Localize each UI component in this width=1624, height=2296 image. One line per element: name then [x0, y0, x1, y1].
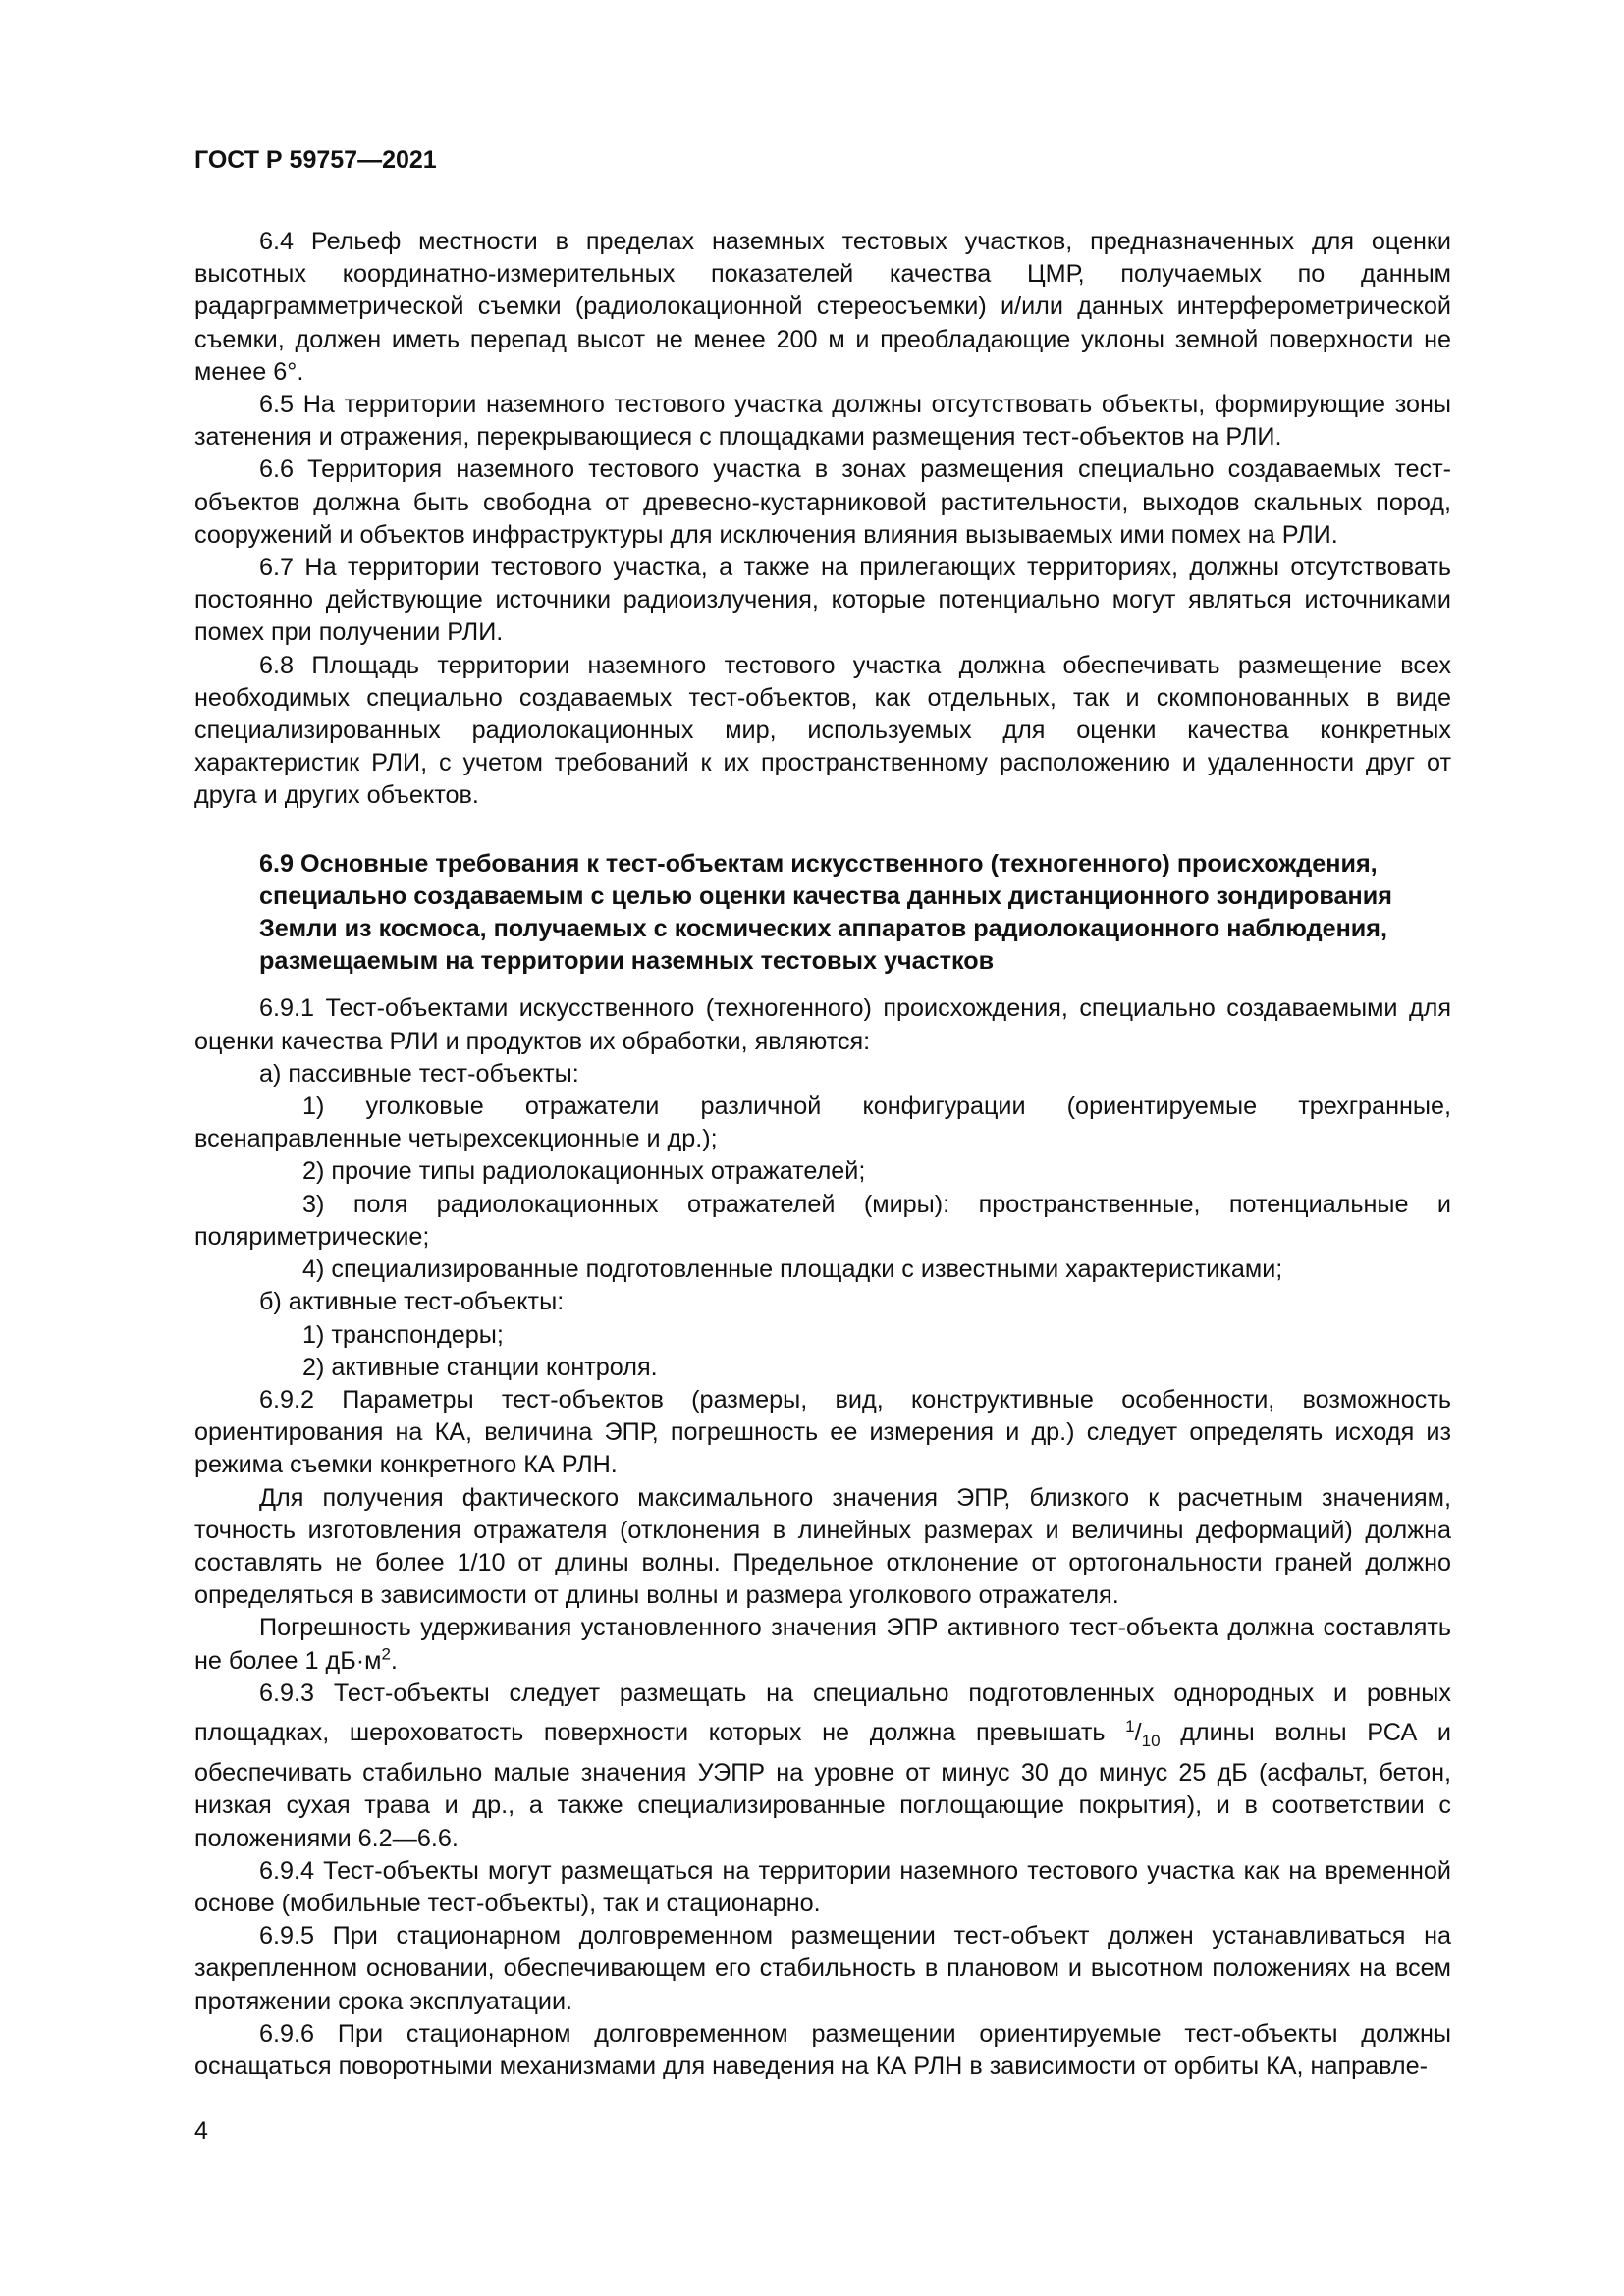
list-item-a4: 4) специализированные подготовленные площадки с известными характеристиками; — [302, 1255, 1283, 1284]
paragraph-6-8: 6.8 Площадь территории наземного тестового участка должна обеспечивать размещение всех необходимых специально создаваемых тест-объектов, как отдельных, так и скомпонованных в виде специализированных радиолокационных мир, используемых для оценки качества конкретных характеристик РЛИ, с учетом требований к их пространственному расположению и удаленности друг от друга и других объектов. — [194, 651, 1451, 810]
paragraph-6-9-5: 6.9.5 При стационарном долговременном размещении тест-объект должен устанавливаться на закрепленном основании, обеспечивающем его стабильность в плановом и высотном положениях на всем протяжении срока эксплуатации. — [194, 1922, 1451, 2015]
list-item-b2: 2) активные станции контроля. — [302, 1353, 658, 1381]
fraction-denominator: 10 — [1141, 1731, 1161, 1750]
fraction-one-tenth — [1125, 1716, 1161, 1750]
paragraph-6-9-2-accuracy: Для получения фактического максимального значения ЭПР, близкого к расчетным значениям, точность изготовления отражателя (отклонения в линейных размерах и величины деформаций) должна составлять не более 1/10 от длины волны. Предельное отклонение от ортогональности граней должно определяться в зависимости от длины волны и размера уголкового отражателя. — [194, 1483, 1451, 1610]
list-item-b: б) активные тест-объекты: — [259, 1288, 565, 1316]
paragraph-6-7: 6.7 На территории тестового участка, а также на прилегающих территориях, должны отсутствовать постоянно действующие источники радиоизлучения, которые потенциально могут являться источниками помех при получении РЛИ. — [194, 554, 1451, 647]
paragraph-6-6: 6.6 Территория наземного тестового участка в зонах размещения специально создаваемых тест-объектов должна быть свободна от древесно-кустарниковой растительности, выходов скальных пород, сооружений и объектов инфраструктуры для исключения влияния вызываемых ими помех на РЛИ. — [194, 455, 1451, 549]
fraction-numerator: 1 — [1125, 1716, 1135, 1735]
p693-start: 6.9.3 Тест-объекты следует размещать на специально подготовленных однородных и ровных площадках, шероховатость поверхности которых не должна превышать — [194, 1679, 1451, 1746]
paragraph-6-9-3 — [194, 1678, 1451, 1855]
document-page — [194, 145, 1451, 2083]
paragraph-6-4: 6.4 Рельеф местности в пределах наземных тестовых участков, предназначенных для оценки высотных координатно-измерительных показателей качества ЦМР, получаемых по данным радарграмметрической съемки (радиолокационной стереосъемки) и/или данных интерферометрической съемки, должен иметь перепад высот не менее 200 м и преобладающие уклоны земной поверхности не менее 6°. — [194, 228, 1451, 386]
error-text-end: . — [390, 1646, 398, 1675]
fraction-slash: / — [1134, 1718, 1142, 1746]
paragraph-6-9-4: 6.9.4 Тест-объекты могут размещаться на территории наземного тестового участка как на временной основе (мобильные тест-объекты), так и стационарно. — [194, 1856, 1451, 1917]
list-item-a: а) пассивные тест-объекты: — [259, 1059, 579, 1088]
list-item-a2: 2) прочие типы радиолокационных отражателей; — [302, 1157, 866, 1186]
section-heading-6-9: 6.9 Основные требования к тест-объектам искусственного (техногенного) происхождения, специально создаваемым с целью оценки качества данных дистанционного зондирования Земли из космоса, получаемых с космических аппаратов радиолокационного наблюдения, размещаемым на территории наземных тестовых участков — [259, 849, 1392, 976]
page-number: 4 — [194, 2117, 208, 2145]
list-item-b1: 1) транспондеры; — [302, 1320, 504, 1349]
p693-end: длины волны РСА и обеспечивать стабильно малые значения УЭПР на уровне от минус 30 до минус 25 дБ (асфальт, бетон, низкая сухая трава и др., а также специализированные поглощающие покрытия), и в соответствии с положениями 6.2—6.6. — [194, 1718, 1451, 1852]
error-text: Погрешность удерживания установленного значения ЭПР активного тест-объекта должна составлять не более 1 дБ·м — [194, 1614, 1451, 1675]
superscript-squared: 2 — [381, 1644, 391, 1664]
paragraph-6-9-6: 6.9.6 При стационарном долговременном размещении ориентируемые тест-объекты должны оснащаться поворотными механизмами для наведения на КА РЛН в зависимости от орбиты КА, направле- — [194, 2019, 1451, 2080]
paragraph-6-9-1: 6.9.1 Тест-объектами искусственного (техногенного) происхождения, специально создаваемыми для оценки качества РЛИ и продуктов их обработки, являются: — [194, 994, 1451, 1055]
paragraph-6-9-2-error — [194, 1612, 1451, 1677]
list-item-a3: 3) поля радиолокационных отражателей (миры): пространственные, потенциальные и поляриметрические; — [194, 1190, 1451, 1251]
standard-header: ГОСТ Р 59757—2021 — [194, 146, 437, 174]
paragraph-6-5: 6.5 На территории наземного тестового участка должны отсутствовать объекты, формирующие зоны затенения и отражения, перекрывающиеся с площадками размещения тест-объектов на РЛИ. — [194, 391, 1451, 452]
list-item-a1: 1) уголковые отражатели различной конфигурации (ориентируемые трехгранные, всенаправленные четырехсекционные и др.); — [194, 1093, 1451, 1153]
paragraph-6-9-2: 6.9.2 Параметры тест-объектов (размеры, вид, конструктивные особенности, возможность ориентирования на КА, величина ЭПР, погрешность ее измерения и др.) следует определять исходя из режима съемки конкретного КА РЛН. — [194, 1385, 1451, 1479]
